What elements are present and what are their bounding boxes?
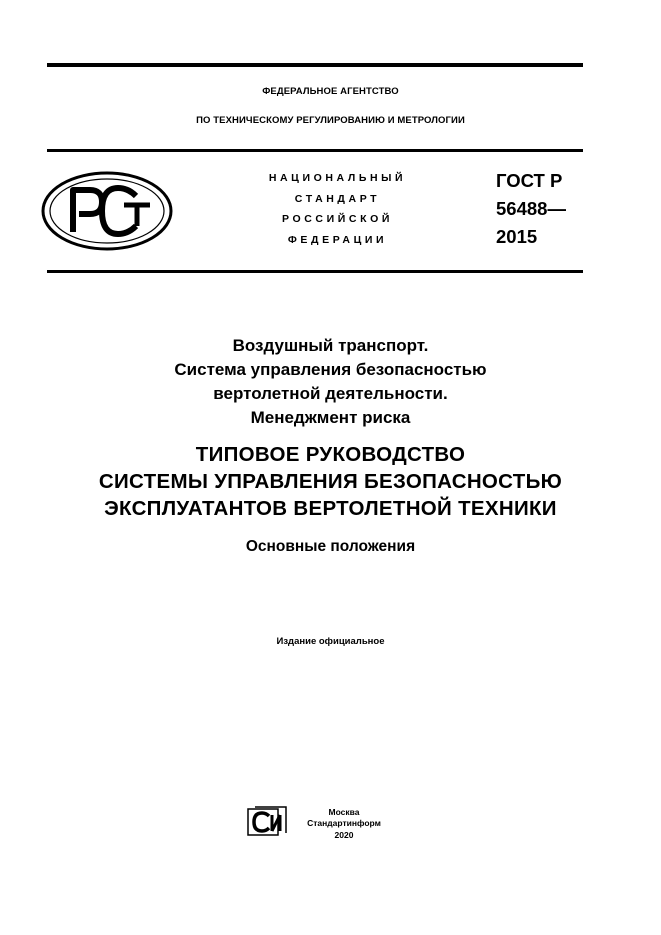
title-line-1: Воздушный транспорт. bbox=[232, 336, 429, 355]
standard-line-4: ФЕДЕРАЦИИ bbox=[287, 234, 388, 246]
rst-certification-mark-icon bbox=[40, 170, 174, 252]
designation-line-3: 2015 bbox=[496, 226, 538, 247]
agency-line-1: ФЕДЕРАЛЬНОЕ АГЕНТСТВО bbox=[262, 86, 399, 97]
title-line-2: Система управления безопасностью bbox=[174, 360, 487, 379]
agency-line-2: ПО ТЕХНИЧЕСКОМУ РЕГУЛИРОВАНИЮ И МЕТРОЛОГИИ bbox=[196, 115, 465, 126]
caps-title-line-3: ЭКСПЛУАТАНТОВ ВЕРТОЛЕТНОЙ ТЕХНИКИ bbox=[104, 497, 557, 520]
publisher-name: Стандартинформ bbox=[307, 818, 381, 828]
standard-line-2: СТАНДАРТ bbox=[294, 193, 381, 205]
subtitle: Основные положения bbox=[245, 538, 416, 555]
publisher-city: Москва bbox=[328, 807, 360, 817]
edition-label: Издание официальное bbox=[276, 636, 385, 647]
standartinform-logo-icon bbox=[247, 806, 287, 836]
designation-line-2: 56488— bbox=[496, 198, 566, 219]
publisher-year: 2020 bbox=[334, 830, 354, 840]
top-rule bbox=[47, 63, 583, 67]
caps-title-line-1: ТИПОВОЕ РУКОВОДСТВО bbox=[195, 443, 466, 466]
standard-line-1: НАЦИОНАЛЬНЫЙ bbox=[268, 172, 407, 184]
title-line-3: вертолетной деятельности. bbox=[213, 384, 448, 403]
standard-line-3: РОССИЙСКОЙ bbox=[282, 213, 393, 225]
designation-line-1: ГОСТ Р bbox=[496, 170, 563, 191]
header-rule bbox=[47, 149, 583, 152]
designation-rule bbox=[47, 270, 583, 273]
caps-title-line-2: СИСТЕМЫ УПРАВЛЕНИЯ БЕЗОПАСНОСТЬЮ bbox=[98, 470, 563, 493]
title-line-4: Менеджмент риска bbox=[250, 408, 411, 427]
